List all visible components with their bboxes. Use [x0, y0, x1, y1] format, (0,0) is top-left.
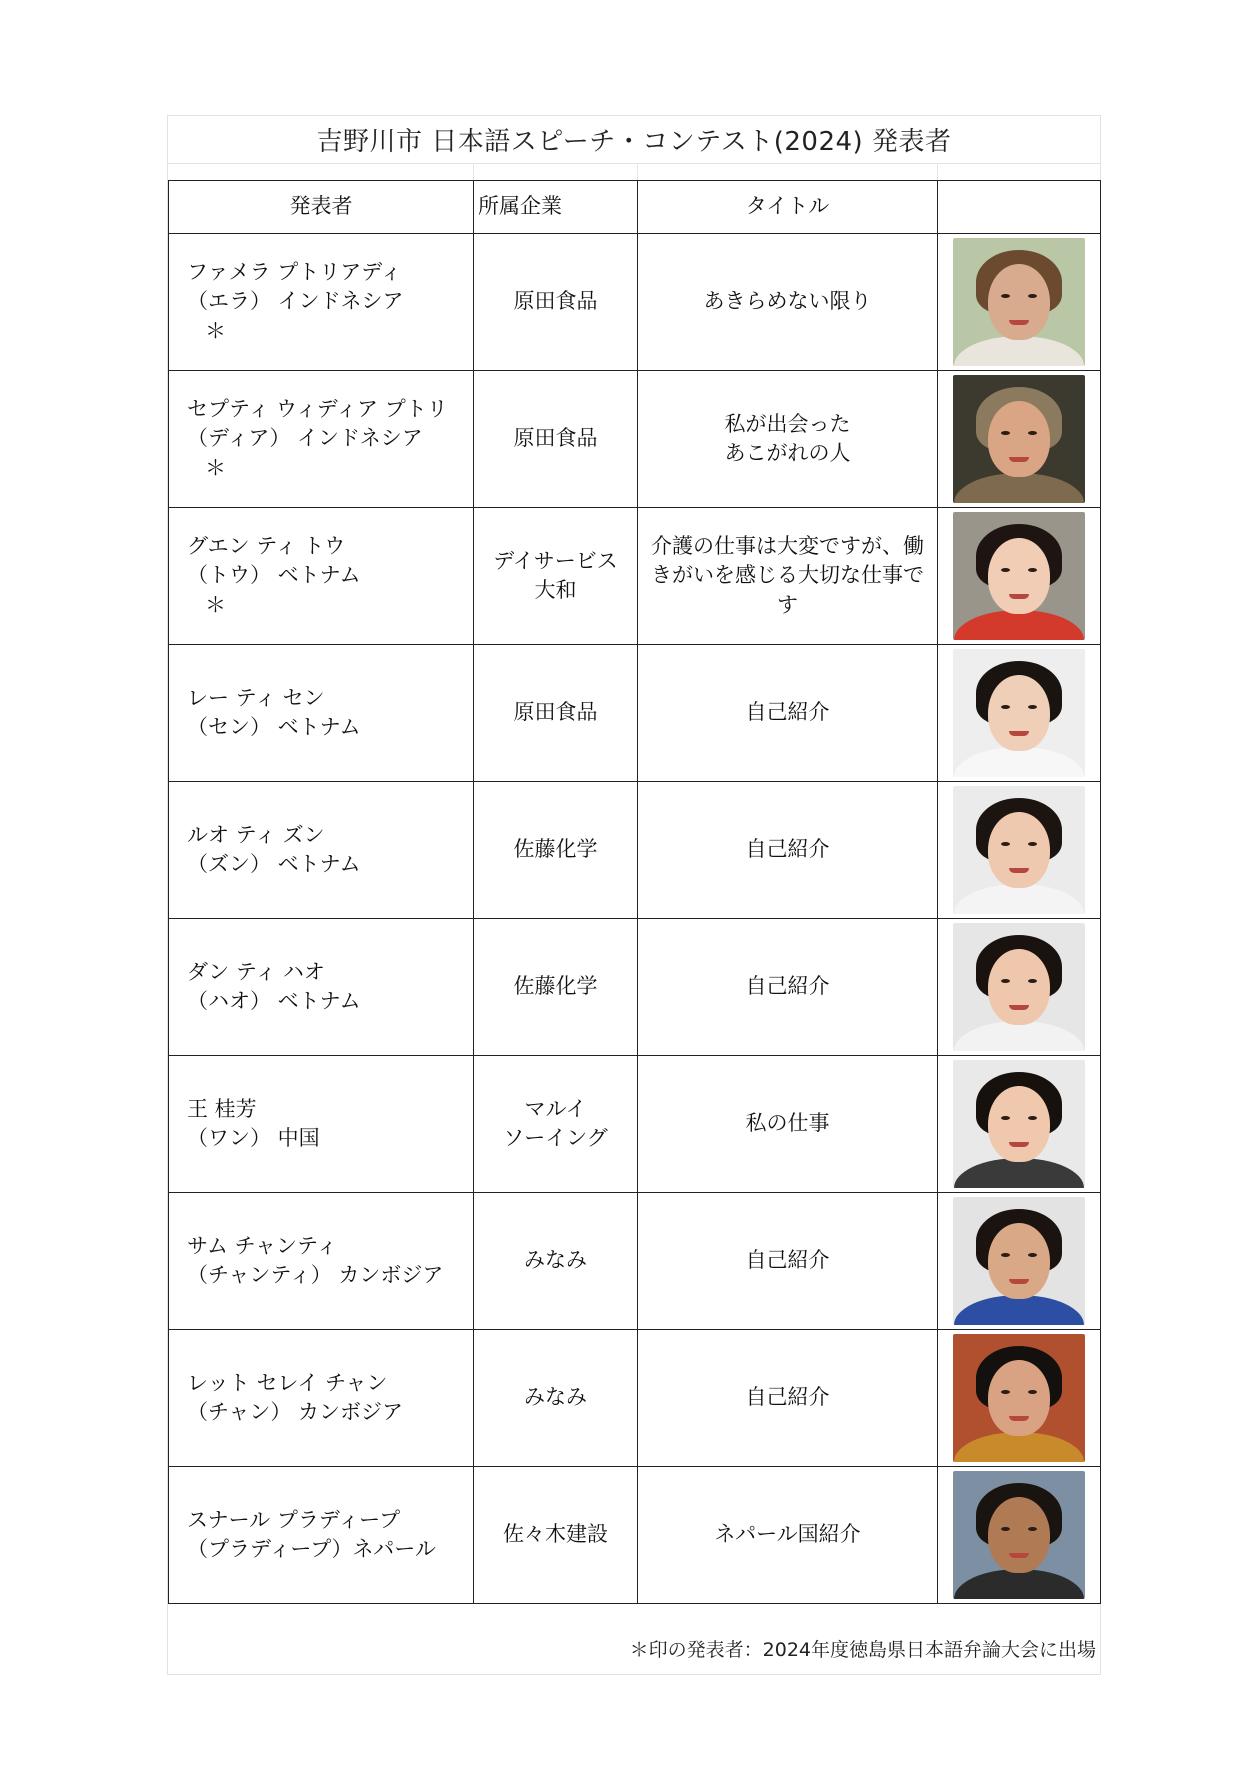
- photo-cell: [938, 1193, 1101, 1330]
- speech-title-cell: 自己紹介: [638, 1193, 938, 1330]
- speech-title-cell: 自己紹介: [638, 1330, 938, 1467]
- presenter-name-line: （ズン） ベトナム: [187, 852, 361, 876]
- company-cell: 原田食品: [474, 371, 638, 508]
- speech-title-cell: 自己紹介: [638, 782, 938, 919]
- presenter-name-line: 王 桂芳: [187, 1096, 257, 1121]
- presenter-name-line: （ワン） 中国: [187, 1126, 320, 1150]
- header-presenter: 発表者: [169, 181, 474, 234]
- presenter-name-line: ファメラ プトリアディ: [187, 259, 402, 284]
- footnote: ＊印の発表者：2024年度徳島県日本語弁論大会に出場: [629, 1639, 1096, 1661]
- presenter-name-line: （セン） ベトナム: [187, 715, 361, 739]
- photo-cell: [938, 234, 1101, 371]
- presenter-name-line: レット セレイ チャン: [187, 1370, 388, 1395]
- presenter-photo: [953, 512, 1085, 640]
- table-row: [169, 782, 1101, 919]
- company-cell: 原田食品: [474, 234, 638, 371]
- presenter-name-line: （トウ） ベトナム: [187, 563, 361, 588]
- table-row: [169, 234, 1101, 371]
- header-company: 所属企業: [474, 181, 638, 234]
- page-title: 吉野川市 日本語スピーチ・コンテスト(2024) 発表者: [168, 116, 1100, 164]
- presenter-name-line: （チャン） カンボジア: [187, 1400, 404, 1424]
- presenter-photo: [953, 1471, 1085, 1599]
- presenter-photo: [953, 649, 1085, 777]
- company-cell: 原田食品: [474, 645, 638, 782]
- presenter-name-line: レー ティ セン: [187, 685, 325, 710]
- presenter-name-cell: [169, 234, 474, 371]
- table-row: [169, 508, 1101, 645]
- presenter-name-line: スナール プラディープ: [187, 1507, 401, 1532]
- table-header-row: [169, 181, 1101, 234]
- presenter-photo: [953, 375, 1085, 503]
- presenter-name-cell: [169, 645, 474, 782]
- photo-cell: [938, 1330, 1101, 1467]
- company-cell: 佐々木建設: [474, 1467, 638, 1604]
- photo-cell: [938, 645, 1101, 782]
- header-title: タイトル: [638, 181, 938, 234]
- presenter-name-line: サム チャンティ: [187, 1233, 338, 1258]
- company-cell: みなみ: [474, 1330, 638, 1467]
- presenter-name-cell: [169, 919, 474, 1056]
- speech-title-cell: ネパール国紹介: [638, 1467, 938, 1604]
- presenter-photo: [953, 1060, 1085, 1188]
- presenter-name-line: （チャンティ） カンボジア: [187, 1263, 444, 1287]
- company-cell: マルイ ソーイング: [474, 1056, 638, 1193]
- photo-cell: [938, 782, 1101, 919]
- presenter-name-cell: [169, 782, 474, 919]
- presenter-name-line: （エラ） インドネシア: [187, 289, 404, 314]
- table-row: [169, 371, 1101, 508]
- photo-cell: [938, 1056, 1101, 1193]
- speech-title-cell: あきらめない限り: [638, 234, 938, 371]
- presenter-name-line: ダン ティ ハオ: [187, 959, 325, 984]
- presenters-table: [168, 180, 1101, 1604]
- presenter-name-cell: [169, 1467, 474, 1604]
- header-photo: [938, 181, 1101, 234]
- presenter-photo: [953, 786, 1085, 914]
- table-row: [169, 1193, 1101, 1330]
- photo-cell: [938, 371, 1101, 508]
- photo-cell: [938, 1467, 1101, 1604]
- presenter-name-cell: [169, 508, 474, 645]
- table-row: [169, 1056, 1101, 1193]
- speech-title-cell: 私が出会った あこがれの人: [638, 371, 938, 508]
- photo-cell: [938, 508, 1101, 645]
- table-row: [169, 645, 1101, 782]
- presenter-name-line: （プラディープ）ネパール: [187, 1537, 436, 1561]
- presenter-name-line: ＊: [205, 592, 226, 617]
- presenter-photo: [953, 1197, 1085, 1325]
- speech-title-cell: 私の仕事: [638, 1056, 938, 1193]
- speech-title-cell: 自己紹介: [638, 645, 938, 782]
- presenter-name-line: （ディア） インドネシア: [187, 426, 423, 451]
- presenter-name-cell: [169, 1330, 474, 1467]
- presenter-name-line: ＊: [205, 318, 226, 343]
- presenter-name-cell: [169, 1056, 474, 1193]
- presenter-name-line: グエン ティ トウ: [187, 533, 346, 558]
- company-cell: 佐藤化学: [474, 782, 638, 919]
- speech-title-cell: 自己紹介: [638, 919, 938, 1056]
- presenter-name-cell: [169, 371, 474, 508]
- table-row: [169, 1467, 1101, 1604]
- company-cell: デイサービス 大和: [474, 508, 638, 645]
- presenter-name-line: セプティ ウィディア プトリ: [187, 396, 448, 421]
- document-sheet: [167, 115, 1101, 1675]
- photo-cell: [938, 919, 1101, 1056]
- presenter-name-cell: [169, 1193, 474, 1330]
- table-row: [169, 1330, 1101, 1467]
- spacer-row: [168, 163, 1100, 180]
- speech-title-cell: 介護の仕事は大変ですが、働きがいを感じる大切な仕事です: [638, 508, 938, 645]
- company-cell: みなみ: [474, 1193, 638, 1330]
- presenter-name-line: ルオ ティ ズン: [187, 822, 325, 847]
- company-cell: 佐藤化学: [474, 919, 638, 1056]
- presenter-name-line: ＊: [205, 455, 226, 480]
- presenter-photo: [953, 923, 1085, 1051]
- presenter-photo: [953, 238, 1085, 366]
- table-row: [169, 919, 1101, 1056]
- presenter-photo: [953, 1334, 1085, 1462]
- presenter-name-line: （ハオ） ベトナム: [187, 989, 361, 1013]
